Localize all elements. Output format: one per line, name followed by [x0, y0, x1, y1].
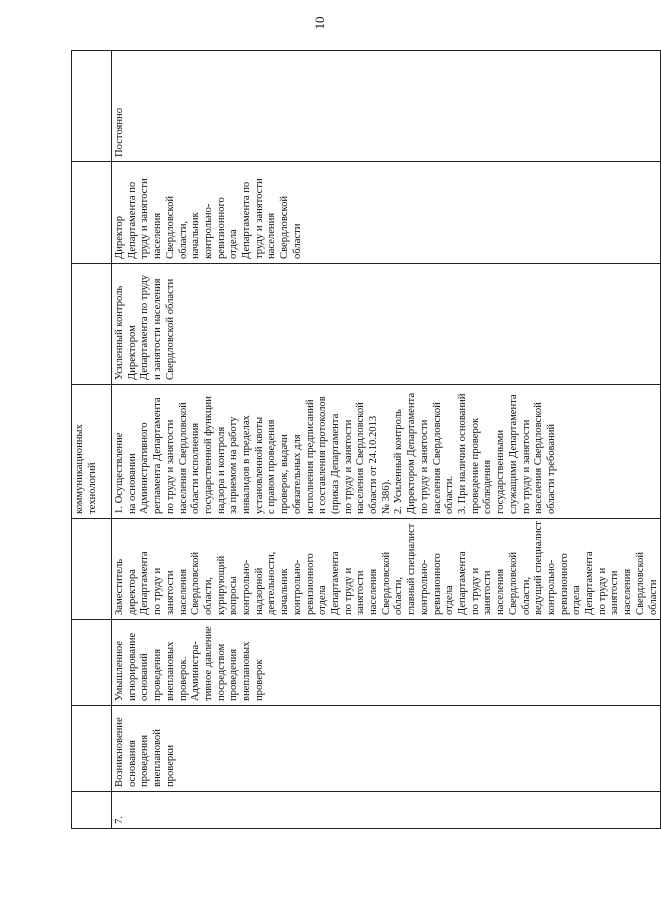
header-cell-6 [72, 264, 112, 385]
control-cell: Усиленный контроль Директором Департамента по труду и занятости населения Свердловской области [112, 264, 661, 385]
table-header-row [72, 51, 112, 829]
header-cell-8 [72, 51, 112, 162]
header-cell-7 [72, 162, 112, 264]
description-cell: Умышленное игнорирование оснований проведения внеплановых проверок. Администра- тивное давление посредством проведения внеплановых проверок [112, 620, 661, 706]
responsible-cell: Директор Департамента по труду и занятости населения Свердловской области, начальник контрольно- ревизионного отдела Департамента по труду и занятости населения Свердловской области [112, 162, 661, 264]
header-cell-4 [72, 519, 112, 620]
header-cell-2 [72, 706, 112, 792]
page-number-text: 10 [312, 16, 327, 30]
term-cell: Постоянно [112, 51, 661, 162]
rotated-table-container [71, 51, 659, 829]
header-cell-5: коммуникационных технологий [72, 385, 112, 519]
measures-cell: 1. Осуществление на основании Административного регламента Департамента по труду и занятости населения Свердловской области исполнения государственной функции надзора и контроля за приемом на работу инвалидов в пределах установленной квоты с правом проведения проверок, выдачи обязательных для исполнения предписаний и составления протоколов (приказ Департамента по труду и занятости населения Свердловской области от 24.10.2013 № 386). 2. Усиленный контроль Директором Департамента по труду и занятости населения Свердловской области. 3. При наличии оснований проведение проверок соблюдения государственными служащими Департамента по труду и занятости населения Свердловской области требований [112, 385, 661, 519]
row-number-cell: 7. [112, 792, 661, 829]
positions-cell: Заместитель директора Департамента по труду и занятости населения Свердловской области, курирующий вопросы контрольно- надзорной деятельности, начальник контрольно- ревизионного отдела Департамента по труду и занятости населения Свердловской области, главный специалист контрольно- ревизионного отдела Департамента по труду и занятости населения Свердловской области, ведущий специалист контрольно- ревизионного отдела Департамента по труду и занятости населения Свердловской области [112, 519, 661, 620]
header-cell-3 [72, 620, 112, 706]
corruption-risk-table [71, 50, 661, 829]
table-row [112, 51, 661, 829]
header-cell-1 [72, 792, 112, 829]
risk-cell: Возникновение основания проведения внеплановой проверки [112, 706, 661, 792]
page-number [0, 12, 640, 34]
